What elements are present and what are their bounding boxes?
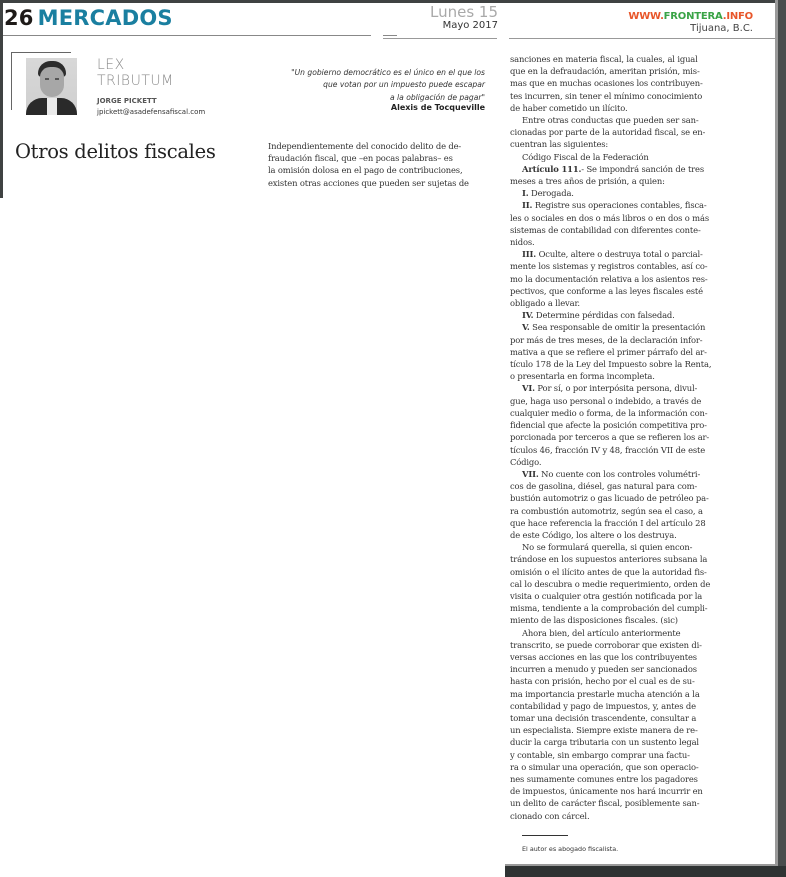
text-line: I. Derogada. [522,188,574,199]
paragraph-lead: IV. [522,310,534,321]
text-line: III. Oculte, altere o destruya total o parcial- [522,249,703,260]
article-paragraph [510,163,767,187]
text-line: Código. [510,456,542,467]
text-line: un especialista. Siempre existe manera de re- [510,725,698,736]
article-body [510,53,767,822]
text-line: existen otras acciones que pueden ser sujetas de [268,177,469,188]
text-line: cualquier medio o forma, de la información con- [510,407,708,418]
article-paragraph [510,309,767,321]
article-paragraph [510,541,767,626]
header-rule-date [383,38,497,39]
text-line: nidos. [510,237,535,248]
author-name: JORGE PICKETT [97,97,157,105]
text-line: omisión o el ilícito antes de que la autoridad fis- [510,566,707,577]
text-line: visita o cualquier otra gestión notificada por la [510,590,703,601]
text-line: cal lo descubra o medie requerimiento, orden de [510,578,711,589]
text-line: cos de gasolina, diésel, gas natural para com- [510,481,698,492]
text-line: VI. Por sí, o por interpósita persona, divul- [522,383,698,394]
text-line: porcionada por terceros a que se refieren los ar- [510,432,710,443]
text-line: trándose en los supuestos anteriores subsana la [510,554,708,565]
header-rule-right [509,38,775,39]
text-line: cuentran las siguientes: [510,139,609,150]
text-line: cionado con cárcel. [510,810,590,821]
article-paragraph [510,199,767,248]
text-line: versas acciones en las que los contribuyentes [510,651,697,662]
column-name [97,57,174,89]
text-line: V. Sea responsable de omitir la presentación [522,322,706,333]
quote-line: que votan por un impuesto puede escapar [323,80,485,90]
article-paragraph [510,321,767,382]
text-line: les o sociales en dos o más libros o en dos o más [510,212,709,223]
background-frame-top [0,0,786,3]
text-line: transcrito, se puede corroborar que existen di- [510,639,702,650]
article-paragraph [510,151,767,163]
paragraph-lead: III. [522,249,537,260]
text-line: II. Registre sus operaciones contables, fisca- [522,200,707,211]
text-line: tículos 46, fracción IV y 48, fracción VII de este [510,444,706,455]
column-box-top-rule [11,52,71,53]
site-info [628,11,753,35]
paragraph-lead: II. [522,200,533,211]
text-line: mas que en muchas ocasiones los contribuyen- [510,78,703,89]
text-line: fraudación fiscal, que –en pocas palabras– es [268,153,453,164]
background-frame-right [778,0,786,877]
background-frame-left [0,0,3,198]
header-rule-gap [383,35,397,36]
pull-quote [270,67,485,104]
text-line: ma importancia prestarle mucha atención a la [510,688,700,699]
text-line: nes sumamente comunes entre los pagadores [510,773,698,784]
text-line: hasta con prisión, hecho por el cual es de su- [510,676,695,687]
text-line: miento de las disposiciones fiscales. (sic) [510,615,678,626]
text-line: tículo 178 de la Ley del Impuesto sobre la Renta, [510,359,712,370]
author-email[interactable]: jpickett@asadefensafiscal.com [97,108,206,116]
text-line: un delito de carácter fiscal, posiblemente san- [510,798,700,809]
footnote-rule [522,835,568,836]
background-frame-bottom [505,866,786,877]
text-line: o presentarla en forma incompleta. [510,371,655,382]
text-line: gue, haga uso personal o indebido, a través de [510,395,702,406]
text-line: sistemas de contabilidad con diferentes conte- [510,224,701,235]
text-line: obligado a llevar. [510,298,580,309]
text-line: ducir la carga tributaria con un sustento legal [510,737,699,748]
footnote: El autor es abogado fiscalista. [522,845,619,853]
text-line: contabilidad y pago de impuestos, y, antes de [510,700,696,711]
city: Tijuana, B.C. [690,23,753,34]
text-line: cionadas por parte de la autoridad fiscal, se en- [510,127,706,138]
quote-author: Alexis de Tocqueville [390,103,485,112]
text-line: Independientemente del conocido delito de de- [268,141,462,151]
text-line: fidencial que afecte la posición competitiva pro- [510,420,707,431]
site-url[interactable] [628,11,753,23]
text-line: Ahora bien, del artículo anteriormente [522,627,681,638]
text-line: IV. Determine pérdidas con falsedad. [522,310,675,321]
site-url-prefix: WWW. [628,11,664,22]
paragraph-lead: VI. [522,383,535,394]
date-month-year: Mayo 2017 [442,20,498,31]
text-line: y contable, sin embargo comprar una factu- [510,749,690,760]
text-line: mo la documentación relativa a los asientos res- [510,273,708,284]
text-line: que en la defraudación, ameritan prisión, mis- [510,66,700,77]
text-line: ra o simular una operación, que son operacio- [510,761,699,772]
text-line: Código Fiscal de la Federación [522,151,649,162]
text-line: de este Código, los altere o los destruya. [510,529,677,540]
text-line: Artículo 111.- Se impondrá sanción de tres [522,163,704,174]
date-day: Lunes 15 [429,3,498,21]
text-line: tomar una decisión trascendente, consultar a [510,712,697,723]
paragraph-lead: VII. [522,468,539,479]
paragraph-lead: V. [522,322,530,333]
text-line: mativa a que se refiere el primer párrafo del ar- [510,346,707,357]
text-line: de impuestos, únicamente nos hará incurrir en [510,786,703,797]
text-line: pectivos, que conforme a las leyes fiscales esté [510,285,703,296]
quote-line: "Un gobierno democrático es el único en el que los [291,68,485,77]
header-rule-left [3,35,371,36]
text-line: misma, tendiente a la comprobación del cumpli- [510,603,708,614]
article-paragraph [510,468,767,541]
column-box-left-rule [11,52,12,110]
article-paragraph [510,53,767,114]
text-line: tes incurren, sin tener el mínimo conocimiento [510,90,703,101]
text-line: que hace referencia la fracción I del artículo 28 [510,517,706,528]
text-line: incurren a menudo y pueden ser sancionados [510,664,697,675]
article-paragraph [510,187,767,199]
author-portrait-icon [26,58,77,115]
text-line: meses a tres años de prisión, a quien: [510,176,665,187]
section-title: MERCADOS [37,6,173,30]
article-paragraph [510,248,767,309]
text-line: mente los sistemas y registros contables, así co- [510,261,708,272]
text-line: de haber cometido un ilícito. [510,102,628,113]
text-line: bustión automotriz o gas licuado de petróleo pa- [510,493,709,504]
paragraph-lead: Artículo 111. [522,163,582,174]
quote-line: a la obligación de pagar" [389,92,485,102]
column-name-line2: TRIBUTUM [97,73,174,89]
article-intro [268,140,488,189]
site-url-suffix: .INFO [722,11,753,22]
text-line: Entre otras conductas que pueden ser san- [522,115,699,126]
article-paragraph [510,627,767,822]
article-paragraph [510,114,767,151]
paragraph-lead: I. [522,188,529,199]
text-line: VII. No cuente con los controles volumétri- [522,468,701,479]
text-line: sanciones en materia fiscal, la cuales, al igual [510,54,698,64]
site-url-name: FRONTERA [663,11,723,22]
page-header-section [4,6,173,30]
text-line: ra combustión automotriz, según sea el caso, a [510,505,703,516]
article-headline: Otros delitos fiscales [15,140,216,163]
article-paragraph [510,382,767,467]
text-line: la omisión dolosa en el pago de contribuciones, [268,165,463,176]
text-line: No se formulará querella, si quien encon- [522,542,693,553]
column-name-line1: LEX [97,57,125,73]
issue-date [430,4,498,32]
text-line: por más de tres meses, de la declaración infor- [510,334,703,345]
page-number: 26 [4,6,34,30]
